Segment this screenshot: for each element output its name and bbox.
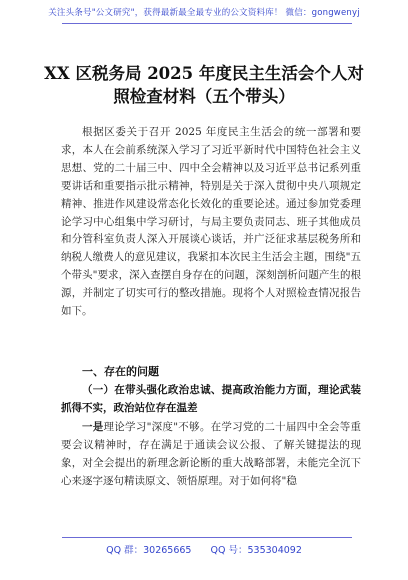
point-paragraph: [61, 419, 361, 491]
point-lead: 一是: [82, 421, 104, 433]
footer: [0, 542, 408, 556]
document-title: [30, 62, 378, 108]
footer-qq-number: QQ 号：535304092: [210, 545, 302, 556]
point-text: 理论学习"深度"不够。在学习党的二十届四中全会等重要会议精神时，存在满足于通读会议公报、了解关键提法的现象，对全会提出的新理念新论断的重大战略部署，未能完全沉下心来逐字逐句精读原文、领悟原理。对于如何将"稳: [61, 421, 361, 487]
footer-qq-group: QQ 群：30265665: [106, 545, 192, 556]
title-line-2: 照检查材料（五个带头）: [113, 87, 295, 106]
subsection-heading: （一）在带头强化政治忠诚、提高政治能力方面，理论武装抓得不实，政治站位存在温差: [61, 384, 361, 414]
title-line-1: XX 区税务局 2025 年度民主生活会个人对: [44, 64, 364, 83]
footer-divider: [62, 537, 352, 538]
header-divider: [62, 23, 352, 24]
section-heading: 一、存在的问题: [82, 365, 159, 378]
intro-paragraph: 根据区委关于召开 2025 年度民主生活会的统一部署和要求，本人在会前系统深入学习了习近平新时代中国特色社会主义思想、党的二十届三中、四中全会精神以及习近平总书记系列重要讲话和重要指示批示精神，特别是关于深入贯彻中央八项规定精神、推进作风建设常态化长效化的重要论述。通过参加党委理论学习中心组集中学习研讨，与局主要负责同志、班子其他成员和分管科室负责人深入开展谈心谈话，并广泛征求基层税务所和纳税人缴费人的意见建议，我紧扣本次民主生活会主题，围绕"五个带头"要求，深入查摆自身存在的问题，深刻剖析问题产生的根源，并制定了切实可行的整改措施。现将个人对照检查情况报告如下。: [61, 126, 361, 318]
header-banner: 关注头条号"公文研究"，获得最新最全最专业的公文资料库！ 微信：gongwenyj: [48, 8, 360, 18]
